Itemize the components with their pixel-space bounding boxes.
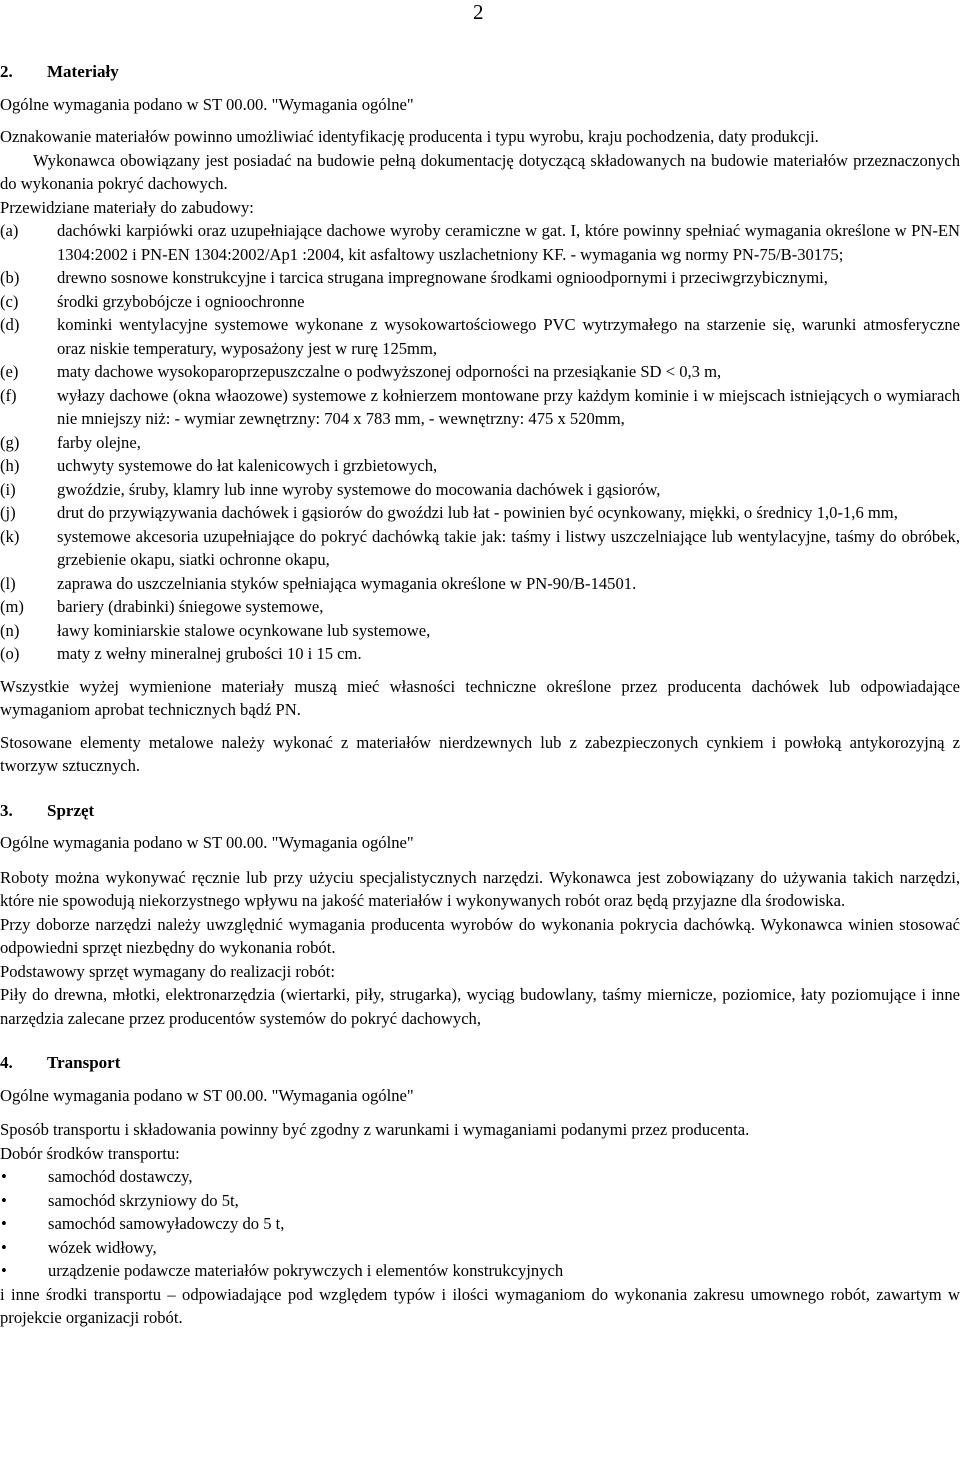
list-item [0, 313, 960, 360]
list-item-label: (l) [0, 573, 16, 593]
list-item [0, 501, 960, 525]
section-4-number: 4. [0, 1053, 13, 1072]
section-2-paragraph-5: Stosowane elementy metalowe należy wykonać z materiałów nierdzewnych lub z zabezpieczonych cynkiem i powłoką antykorozyjną z tworzyw sztucznych. [0, 732, 960, 775]
list-item-text: wózek widłowy, [48, 1237, 157, 1257]
transport-list [0, 1165, 960, 1283]
list-item-text: środki grzybobójcze i ognioochronne [57, 291, 305, 311]
section-2-general-requirements: Ogólne wymagania podano w ST 00.00. "Wymagania ogólne" [0, 94, 414, 114]
list-item-label: (b) [0, 268, 20, 287]
section-4-paragraph-3: i inne środki transportu – odpowiadające pod względem typów i ilości wymaganiom do wykonania zakresu umownego robót, zawartym w projekcie organizacji robót. [0, 1284, 960, 1327]
section-4-paragraph-1: Sposób transportu i składowania powinny być zgodny z warunkami i wymaganiami podanymi przez producenta. [0, 1120, 750, 1139]
list-item [0, 595, 960, 619]
list-item [0, 290, 960, 314]
list-item-text: zaprawa do uszczelniania styków spełniająca wymagania określone w PN-90/B-14501. [57, 573, 637, 593]
list-item [0, 1236, 960, 1260]
section-4-title: Transport [47, 1053, 121, 1072]
section-3-number: 3. [0, 800, 13, 820]
section-3-paragraph-3: Podstawowy sprzęt wymagany do realizacji robót: [0, 961, 336, 981]
section-2-heading [0, 60, 960, 84]
list-item [0, 1212, 960, 1236]
list-item [0, 1189, 960, 1213]
list-item-label: (m) [0, 597, 24, 616]
list-item-text: bariery (drabinki) śniegowe systemowe, [57, 597, 324, 616]
list-item-text: maty dachowe wysokoparoprzepuszczalne o podwyższonej odporności na przesiąkanie SD < 0,3 m, [57, 362, 722, 381]
list-item-label: (n) [0, 620, 20, 640]
list-item-text: uchwyty systemowe do łat kalenicowych i grzbietowych, [57, 456, 438, 475]
list-item-label: (c) [0, 291, 19, 311]
list-item [0, 360, 960, 384]
list-item-label: (j) [0, 503, 16, 522]
bullet-icon: • [1, 1214, 7, 1233]
bullet-icon: • [1, 1190, 7, 1210]
page-content [0, 60, 960, 1330]
list-item [0, 525, 960, 572]
section-2-paragraph-2: Wykonawca obowiązany jest posiadać na budowie pełną dokumentację dotyczącą składowanych na budowie materiałów przeznaczonych do wykonania pokryć dachowych. [0, 150, 960, 193]
list-item-label: (o) [0, 644, 20, 663]
bullet-icon: • [1, 1167, 7, 1186]
list-item-label: (h) [0, 456, 20, 475]
bullet-icon: • [1, 1261, 7, 1280]
section-3-general-requirements: Ogólne wymagania podano w ST 00.00. "Wymagania ogólne" [0, 833, 414, 852]
list-item-label: (i) [0, 479, 16, 499]
section-3-paragraph-4: Piły do drewna, młotki, elektronarzędzia (wiertarki, piły, strugarka), wyciąg budowlany, taśmy miernicze, poziomice, łaty poziomujące i inne narzędzia zalecane przez producentów systemów do pokryć dachowych, [0, 985, 960, 1028]
section-4-paragraph-2: Dobór środków transportu: [0, 1143, 180, 1163]
list-item-text: wyłazy dachowe (okna właozowe) systemowe z kołnierzem montowane przy każdym kominie i w miejscach istniejących o wymiarach nie mniejszy niż: - wymiar zewnętrzny: 704 x 783 mm, - wewnętrzny: 475 x 520mm, [57, 385, 960, 428]
section-3-title: Sprzęt [47, 800, 95, 820]
section-2-number: 2. [0, 62, 13, 81]
list-item-label: (e) [0, 362, 19, 381]
section-2-title: Materiały [47, 62, 119, 81]
list-item-label: (k) [0, 526, 20, 546]
list-item-label: (g) [0, 432, 20, 452]
section-3-paragraph-2: Przy doborze narzędzi należy uwzględnić wymagania producenta wyrobów do wykonania pokrycia dachówką. Wykonawca winien stosować odpowiedni sprzęt niezbędny do wykonania robót. [0, 914, 960, 957]
section-3-paragraph-1: Roboty można wykonywać ręcznie lub przy użyciu specjalistycznych narzędzi. Wykonawca jest zobowiązany do używania takich narzędzi, które nie spowodują niekorzystnego wpływu na jakość materiałów i wykonywanych robót oraz będą przyjazne dla środowiska. [0, 867, 960, 910]
list-item-text: samochód skrzyniowy do 5t, [48, 1190, 239, 1210]
materials-list [0, 219, 960, 666]
list-item-text: systemowe akcesoria uzupełniające do pokryć dachówką takie jak: taśmy i listwy uszczelniające lub wentylacyjne, taśmy do obróbek, grzebienie okapu, siatki ochronne okapu, [57, 526, 960, 569]
list-item-text: samochód dostawczy, [48, 1167, 193, 1186]
list-item-text: gwoździe, śruby, klamry lub inne wyroby systemowe do mocowania dachówek i gąsiorów, [57, 479, 661, 499]
list-item [0, 266, 960, 290]
list-item-label: (f) [0, 385, 17, 405]
list-item [0, 219, 960, 266]
section-2-paragraph-1: Oznakowanie materiałów powinno umożliwiać identyfikację producenta i typu wyrobu, kraju pochodzenia, daty produkcji. [0, 127, 819, 146]
list-item-label: (a) [0, 221, 19, 240]
list-item-text: maty z wełny mineralnej grubości 10 i 15 cm. [57, 644, 362, 663]
list-item [0, 431, 960, 455]
list-item [0, 1165, 960, 1189]
list-item [0, 619, 960, 643]
bullet-icon: • [1, 1237, 7, 1257]
list-item-text: urządzenie podawcze materiałów pokrywczych i elementów konstrukcyjnych [48, 1261, 564, 1280]
section-4-general-requirements: Ogólne wymagania podano w ST 00.00. "Wymagania ogólne" [0, 1085, 414, 1105]
list-item-text: drut do przywiązywania dachówek i gąsiorów do gwoździ lub łat - powinien być ocynkowany, miękki, o średnicy 1,0-1,6 mm, [57, 503, 898, 522]
page-number: 2 [473, 0, 484, 24]
list-item-text: kominki wentylacyjne systemowe wykonane z wysokowartościowego PVC wytrzymałego na starzenie się, warunki atmosferyczne oraz niskie temperatury, wyposażony jest w rurę 125mm, [57, 315, 960, 358]
list-item [0, 454, 960, 478]
list-item [0, 478, 960, 502]
list-item [0, 642, 960, 666]
list-item-text: farby olejne, [57, 432, 141, 452]
list-item [0, 572, 960, 596]
list-item-text: samochód samowyładowczy do 5 t, [48, 1214, 285, 1233]
list-item-text: drewno sosnowe konstrukcyjne i tarcica strugana impregnowane środkami ognioodpornymi i przeciwgrzybicznymi, [57, 268, 828, 287]
list-item [0, 384, 960, 431]
list-item [0, 1259, 960, 1283]
section-3-heading [0, 799, 960, 823]
list-item-text: dachówki karpiówki oraz uzupełniające dachowe wyroby ceramiczne w gat. I, które powinny spełniać wymagania określone w PN-EN 1304:2002 i PN-EN 1304:2002/Ap1 :2004, kit asfaltowy uszlachetniony KF. - wymagania wg normy PN-75/B-30175; [57, 221, 960, 264]
list-item-label: (d) [0, 315, 20, 334]
section-2-paragraph-4: Wszystkie wyżej wymienione materiały muszą mieć własności techniczne określone przez producenta dachówek lub odpowiadające wymaganiom aprobat technicznych bądź PN. [0, 676, 960, 719]
section-4-heading [0, 1051, 960, 1075]
section-2-paragraph-3: Przewidziane materiały do zabudowy: [0, 197, 254, 217]
list-item-text: ławy kominiarskie stalowe ocynkowane lub systemowe, [57, 620, 431, 640]
